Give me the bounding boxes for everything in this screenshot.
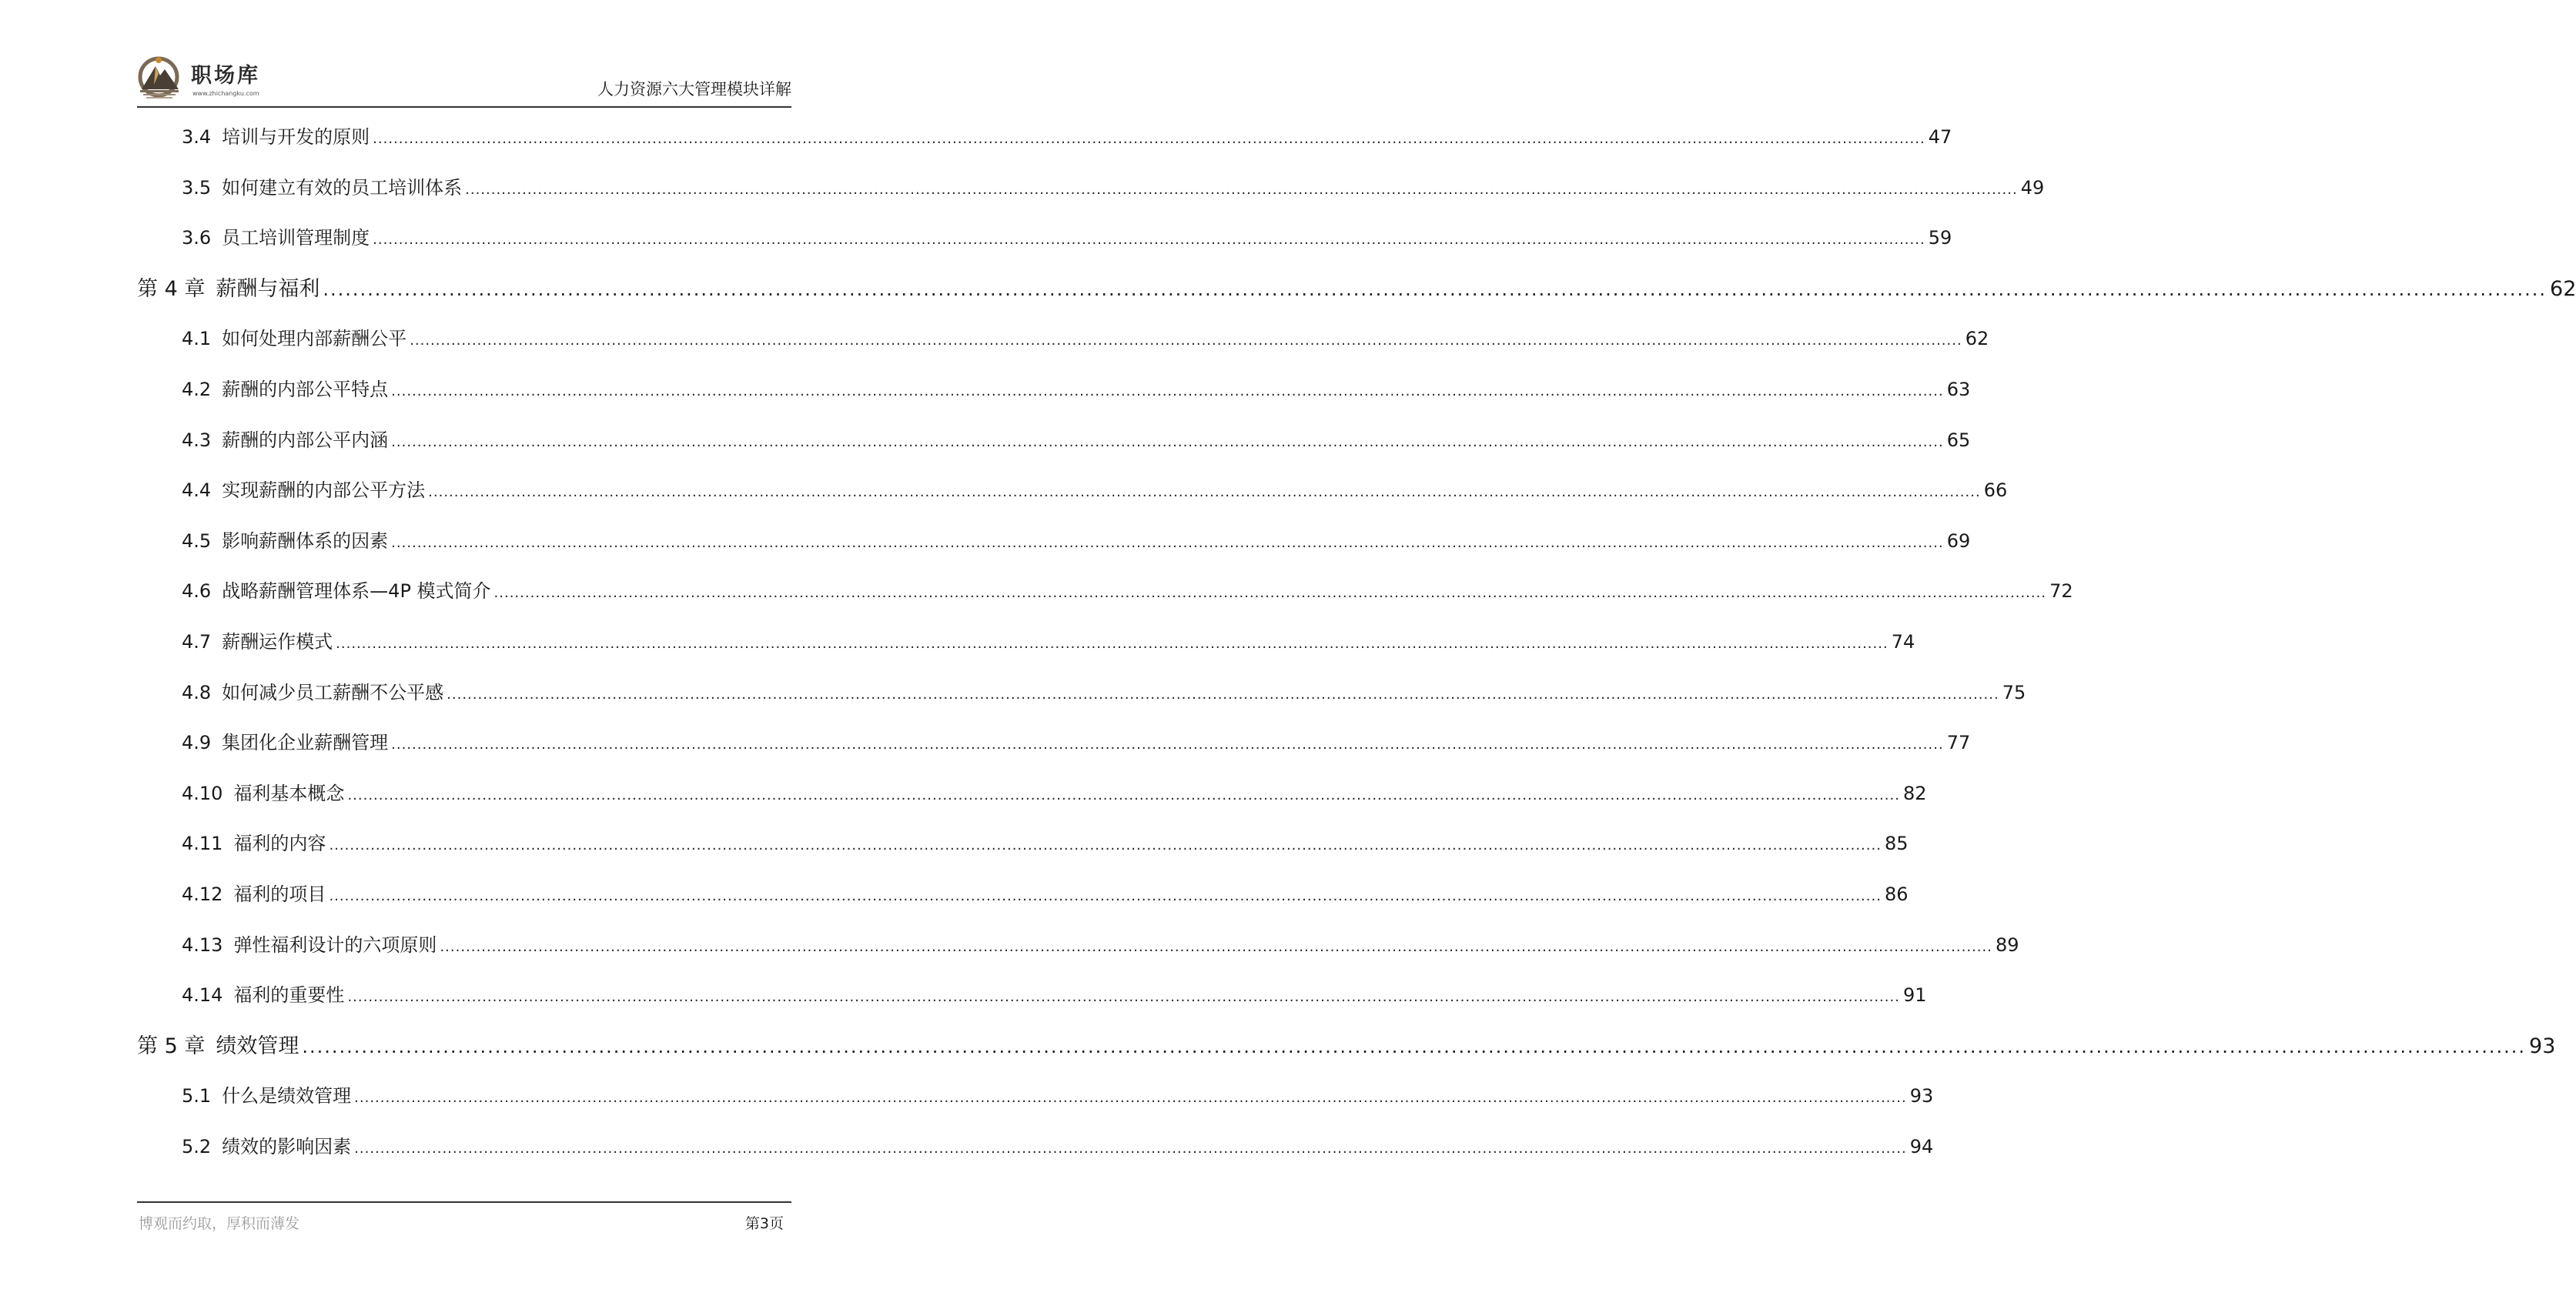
toc-entry-number: 5.2: [182, 1135, 212, 1157]
toc-leader-dots: ............................................................................................................................................................................................................................................................................................................: [336, 635, 1889, 652]
toc-section-entry[interactable]: [137, 365, 1971, 416]
toc-section-entry[interactable]: [137, 213, 1952, 264]
toc-section-entry[interactable]: [137, 920, 2019, 971]
toc-entry-title: 绩效的影响因素: [222, 1135, 352, 1157]
toc-section-entry[interactable]: [137, 1122, 1934, 1173]
toc-entry-number: 4.5: [182, 529, 212, 552]
toc-chapter-entry[interactable]: [137, 264, 2576, 315]
toc-leader-dots: ............................................................................................................................................................................................................................................................................................................: [410, 332, 1962, 349]
toc-entry-number: 4.7: [182, 630, 212, 653]
toc-entry-title: 薪酬的内部公平特点: [222, 378, 389, 400]
logo-name: 职场库: [191, 64, 260, 88]
toc-entry-number: 3.6: [182, 227, 212, 249]
toc-entry-page: 93: [2529, 1034, 2556, 1058]
toc-entry-page: 82: [1902, 782, 1927, 804]
toc-entry-number: 4.14: [182, 984, 223, 1007]
toc-entry-page: 94: [1909, 1135, 1934, 1157]
toc-section-entry[interactable]: [137, 970, 1927, 1021]
toc-leader-dots: ............................................................................................................................................................................................................................................................................................................: [391, 737, 1944, 753]
table-of-contents: [137, 112, 2576, 1172]
toc-entry-page: 86: [1884, 883, 1909, 905]
toc-entry-page: 77: [1946, 732, 1971, 754]
toc-leader-dots: ............................................................................................................................................................................................................................................................................................................: [465, 181, 2018, 198]
toc-entry-page: 72: [2049, 580, 2073, 603]
toc-entry-title: 福利基本概念: [233, 782, 345, 804]
toc-entry-title: 什么是绩效管理: [222, 1085, 352, 1107]
toc-entry-title: 如何处理内部薪酬公平: [222, 328, 407, 350]
toc-entry-page: 91: [1902, 984, 1927, 1007]
toc-entry-page: 93: [1909, 1085, 1934, 1107]
toc-entry-number: 第 4 章: [137, 276, 206, 301]
toc-leader-dots: ............................................................................................................................................................................................................................................................................................................: [302, 1035, 2527, 1057]
toc-section-entry[interactable]: [137, 516, 1971, 567]
toc-section-entry[interactable]: [137, 718, 1971, 769]
toc-section-entry[interactable]: [137, 112, 1952, 163]
toc-entry-page: 59: [1928, 227, 1952, 249]
toc-leader-dots: ............................................................................................................................................................................................................................................................................................................: [329, 837, 1882, 854]
toc-entry-page: 65: [1946, 429, 1971, 451]
toc-leader-dots: ............................................................................................................................................................................................................................................................................................................: [493, 585, 2047, 602]
toc-entry-title: 影响薪酬体系的因素: [222, 529, 389, 552]
document-title: 人力资源六大管理模块详解: [597, 80, 791, 99]
toc-entry-title: 绩效管理: [216, 1034, 299, 1058]
toc-entry-number: 4.13: [182, 934, 223, 956]
toc-entry-page: 47: [1928, 126, 1952, 148]
toc-entry-title: 如何建立有效的员工培训体系: [222, 176, 463, 199]
toc-entry-title: 薪酬运作模式: [222, 630, 333, 653]
toc-leader-dots: ............................................................................................................................................................................................................................................................................................................: [447, 686, 1999, 703]
toc-entry-page: 89: [1995, 934, 2019, 956]
toc-chapter-entry[interactable]: [137, 1021, 2556, 1072]
toc-section-entry[interactable]: [137, 416, 1971, 466]
toc-entry-title: 实现薪酬的内部公平方法: [222, 479, 426, 502]
toc-entry-number: 4.4: [182, 479, 212, 502]
toc-section-entry[interactable]: [137, 163, 2045, 214]
toc-entry-page: 69: [1946, 529, 1971, 552]
toc-entry-number: 4.11: [182, 833, 223, 855]
page-footer: [137, 1201, 791, 1241]
toc-section-entry[interactable]: [137, 466, 2008, 516]
toc-section-entry[interactable]: [137, 566, 2073, 617]
toc-entry-number: 4.3: [182, 429, 212, 451]
logo: [137, 54, 268, 103]
toc-entry-number: 4.2: [182, 378, 212, 400]
toc-entry-page: 85: [1884, 833, 1909, 855]
toc-entry-page: 49: [2020, 176, 2045, 199]
toc-leader-dots: ............................................................................................................................................................................................................................................................................................................: [391, 534, 1944, 551]
toc-entry-title: 培训与开发的原则: [222, 126, 370, 148]
toc-entry-number: 4.1: [182, 328, 212, 350]
toc-entry-number: 第 5 章: [137, 1034, 206, 1058]
toc-entry-number: 4.6: [182, 580, 212, 603]
toc-entry-title: 福利的项目: [233, 883, 326, 905]
toc-entry-title: 薪酬的内部公平内涵: [222, 429, 389, 451]
toc-section-entry[interactable]: [137, 819, 1909, 870]
toc-section-entry[interactable]: [137, 617, 1915, 668]
toc-section-entry[interactable]: [137, 1071, 1934, 1122]
toc-entry-number: 3.4: [182, 126, 212, 148]
toc-leader-dots: ............................................................................................................................................................................................................................................................................................................: [354, 1090, 1907, 1107]
toc-entry-page: 74: [1891, 630, 1915, 653]
toc-entry-title: 员工培训管理制度: [222, 227, 370, 249]
page-header: [137, 51, 791, 108]
toc-entry-page: 63: [1946, 378, 1971, 400]
toc-section-entry[interactable]: [137, 870, 1909, 920]
toc-entry-title: 如何减少员工薪酬不公平感: [222, 681, 444, 703]
toc-entry-title: 战略薪酬管理体系—4P 模式简介: [222, 580, 491, 603]
toc-entry-page: 62: [2550, 276, 2576, 301]
toc-entry-title: 弹性福利设计的六项原则: [233, 934, 437, 956]
toc-entry-title: 集团化企业薪酬管理: [222, 732, 389, 754]
toc-section-entry[interactable]: [137, 314, 1989, 365]
toc-entry-number: 4.8: [182, 681, 212, 703]
toc-leader-dots: ............................................................................................................................................................................................................................................................................................................: [440, 938, 1992, 955]
toc-leader-dots: ............................................................................................................................................................................................................................................................................................................: [373, 131, 1925, 147]
toc-leader-dots: ............................................................................................................................................................................................................................................................................................................: [391, 433, 1944, 450]
toc-entry-page: 66: [1983, 479, 2008, 502]
toc-leader-dots: ............................................................................................................................................................................................................................................................................................................: [373, 232, 1925, 249]
footer-motto: 博观而约取，厚积而薄发: [139, 1215, 300, 1232]
page-number: 第3页: [744, 1215, 784, 1232]
toc-entry-number: 4.12: [182, 883, 223, 905]
toc-entry-page: 62: [1965, 328, 1989, 350]
toc-leader-dots: ............................................................................................................................................................................................................................................................................................................: [391, 382, 1944, 399]
toc-entry-page: 75: [2002, 681, 2026, 703]
toc-entry-title: 薪酬与福利: [216, 276, 320, 301]
toc-leader-dots: ............................................................................................................................................................................................................................................................................................................: [329, 887, 1882, 904]
toc-entry-number: 5.1: [182, 1085, 212, 1107]
toc-leader-dots: ............................................................................................................................................................................................................................................................................................................: [347, 787, 1900, 803]
toc-section-entry[interactable]: [137, 668, 2026, 719]
toc-entry-title: 福利的重要性: [233, 984, 345, 1007]
logo-mountain-icon: [137, 54, 186, 103]
toc-entry-number: 3.5: [182, 176, 212, 199]
toc-leader-dots: ............................................................................................................................................................................................................................................................................................................: [347, 989, 1900, 1006]
logo-url: www.zhichangku.com: [192, 90, 259, 97]
toc-entry-number: 4.10: [182, 782, 223, 804]
toc-leader-dots: ............................................................................................................................................................................................................................................................................................................: [323, 278, 2548, 300]
toc-leader-dots: ............................................................................................................................................................................................................................................................................................................: [354, 1140, 1907, 1157]
toc-leader-dots: ............................................................................................................................................................................................................................................................................................................: [428, 484, 1981, 501]
toc-section-entry[interactable]: [137, 769, 1927, 820]
toc-entry-number: 4.9: [182, 732, 212, 754]
toc-entry-title: 福利的内容: [233, 833, 326, 855]
